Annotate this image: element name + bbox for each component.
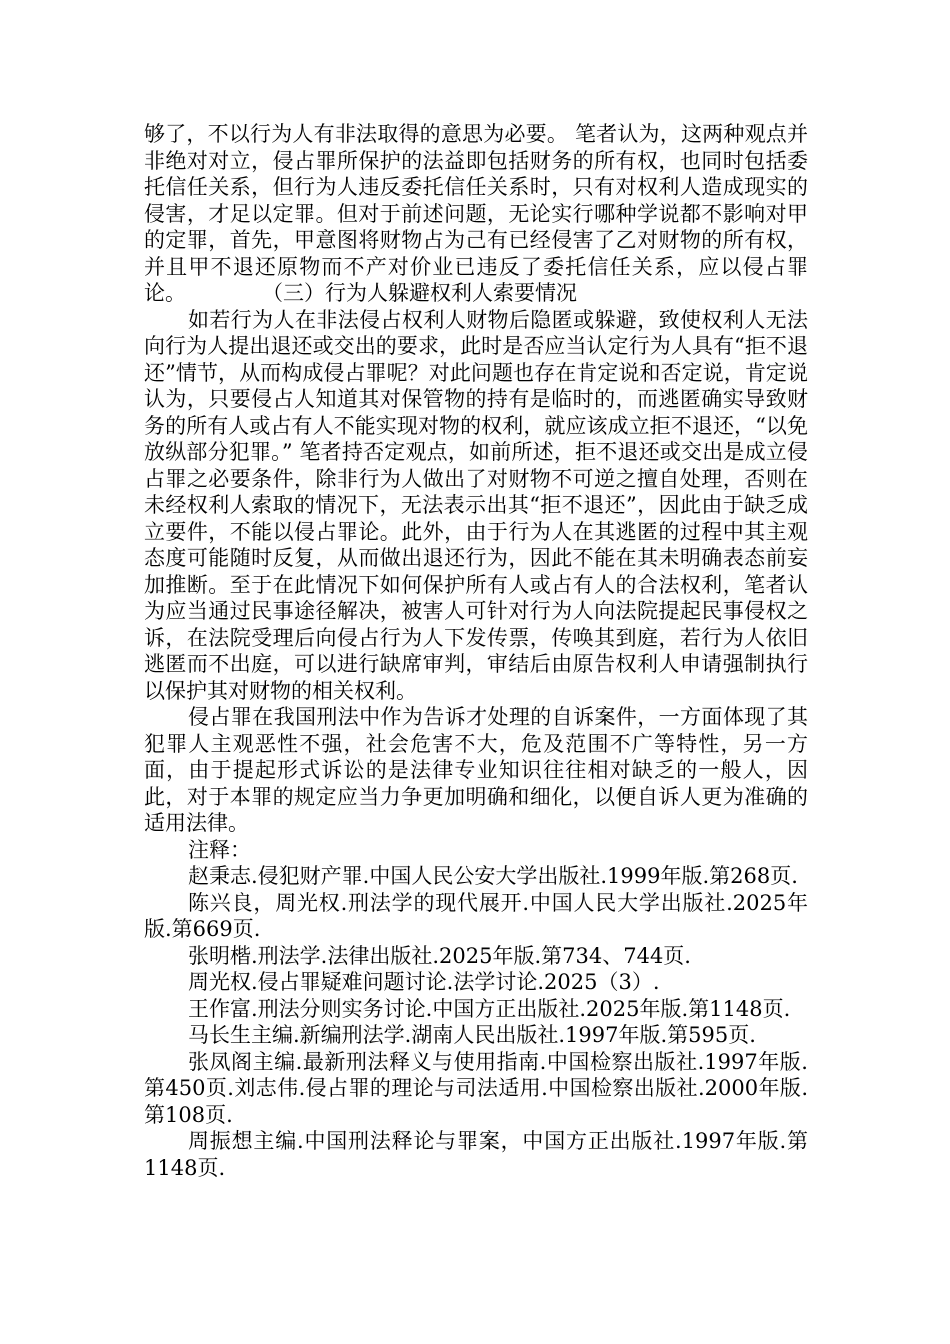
notes-heading: 注释： bbox=[188, 837, 251, 862]
paragraph-text: 够了，不以行为人有非法取得的意思为必要。 笔者认为，这两种观点并非绝对对立，侵占罪所保护的法益即包括财务的所有权，也同时包括委托信任关系，但行为人违反委托信任关系时，只有对权利人造成现实的侵害，才足以定罪。但对于前述问题，无论实行哪种学说都不影响对甲的定罪，首先，甲意图将财物占为己有已经侵害了乙对财物的所有权，并且甲不退还原物而不产对价业已违反了委托信任关系，应以侵占罪论。 bbox=[144, 122, 808, 305]
document-page bbox=[144, 121, 808, 1181]
footnote-item: 张凤阁主编.最新刑法释义与使用指南.中国检察出版社.1997年版.第450页.刘志伟.侵占罪的理论与司法适用.中国检察出版社.2000年版.第108页. bbox=[144, 1049, 808, 1127]
section-heading: （三）行为人躲避权利人索要情况 bbox=[262, 281, 577, 305]
paragraph-continuation bbox=[144, 121, 808, 307]
footnote-item: 王作富.刑法分则实务讨论.中国方正出版社.2025年版.第1148页. bbox=[188, 996, 791, 1021]
footnote-item: 周振想主编.中国刑法释论与罪案，中国方正出版社.1997年版.第1148页. bbox=[144, 1129, 808, 1180]
footnote-item: 赵秉志.侵犯财产罪.中国人民公安大学出版社.1999年版.第268页. bbox=[188, 864, 798, 888]
paragraph: 如若行为人在非法侵占权利人财物后隐匿或躲避，致使权利人无法向行为人提出退还或交出的要求，此时是否应当认定行为人具有“拒不退还”情节，从而构成侵占罪呢？对此问题也存在肯定说和否定说，肯定说认为，只要侵占人知道其对保管物的持有是临时的，而逃匿确实导致财务的所有人或占有人不能实现对物的权利，就应该成立拒不退还，“以免放纵部分犯罪。” 笔者持否定观点，如前所述，拒不退还或交出是成立侵占罪之必要条件，除非行为人做出了对财物不可逆之擅自处理，否则在未经权利人索取的情况下，无法表示出其“拒不退还”，因此由于缺乏成立要件，不能以侵占罪论。此外，由于行为人在其逃匿的过程中其主观态度可能随时反复，从而做出退还行为，因此不能在其未明确表态前妄加推断。至于在此情况下如何保护所有人或占有人的合法权利，笔者认为应当通过民事途径解决，被害人可针对行为人向法院提起民事侵权之诉，在法院受理后向侵占行为人下发传票，传唤其到庭，若行为人依旧逃匿而不出庭，可以进行缺席审判，审结后由原告权利人申请强制执行以保护其对财物的相关权利。 bbox=[144, 307, 808, 703]
paragraph: 侵占罪在我国刑法中作为告诉才处理的自诉案件，一方面体现了其犯罪人主观恶性不强，社会危害不大，危及范围不广等特性，另一方面，由于提起形式诉讼的是法律专业知识往往相对缺乏的一般人，因此，对于本罪的规定应当力争更加明确和细化，以便自诉人更为准确的适用法律。 bbox=[144, 705, 808, 835]
footnote-item: 张明楷.刑法学.法律出版社.2025年版.第734、744页. bbox=[188, 943, 691, 968]
footnote-item: 陈兴良，周光权.刑法学的现代展开.中国人民大学出版社.2025年版.第669页. bbox=[144, 890, 808, 941]
footnote-item: 周光权.侵占罪疑难问题讨论.法学讨论.2025（3）. bbox=[188, 970, 660, 994]
footnote-item: 马长生主编.新编刑法学.湖南人民出版社.1997年版.第595页. bbox=[188, 1023, 756, 1047]
